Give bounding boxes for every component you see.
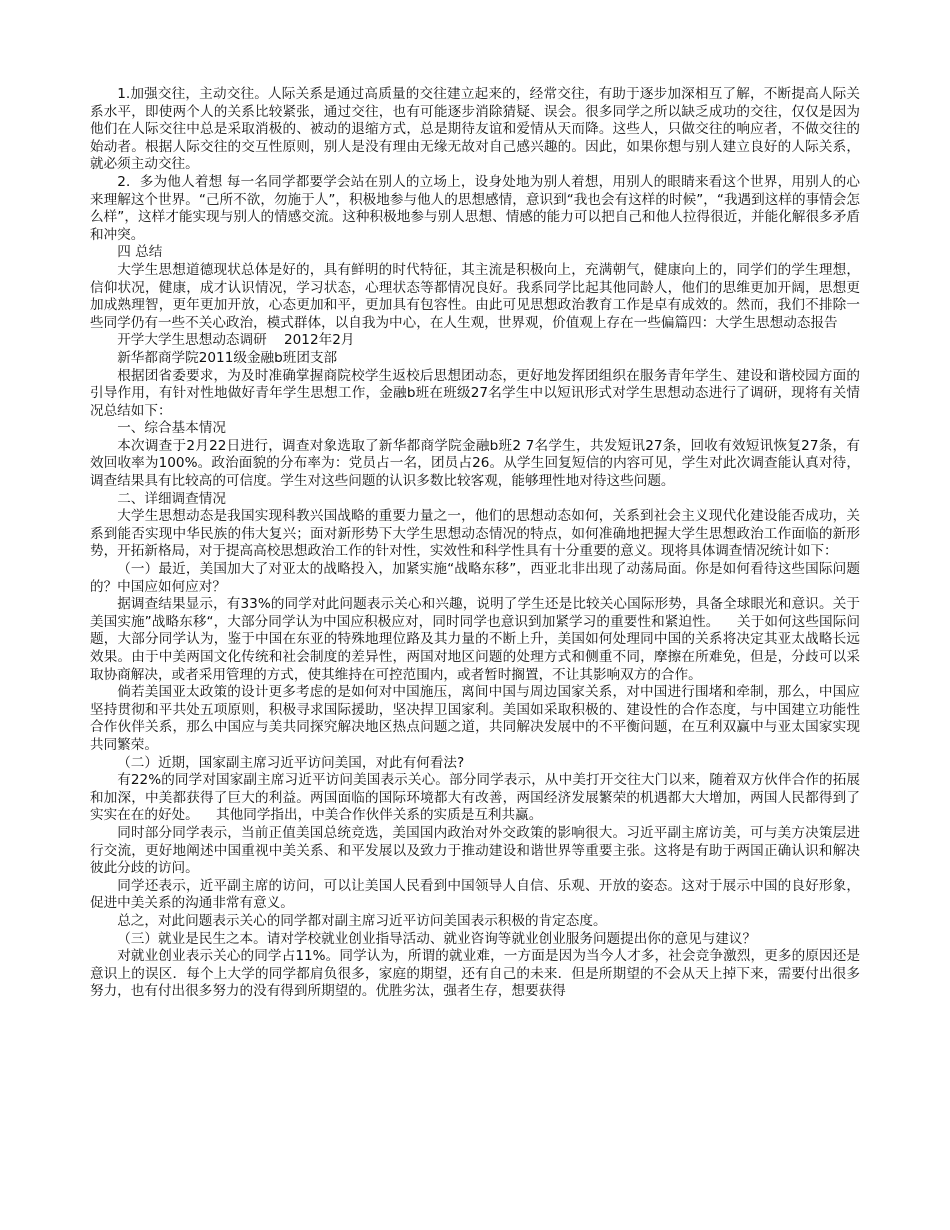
paragraph-answer-three: 对就业创业表示关心的同学占11%。同学认为，所谓的就业难，一方面是因为当今人才多，社会竞争激烈，更多的原因还是意识上的误区．每个上大学的同学都肩负很多，家庭的期望，还有自己的未来．但是所期望的不会从天上掉下来，需要付出很多努力，也有付出很多努力的没有得到所期望的。优胜劣汰，强者生存，想要获得 bbox=[90, 948, 860, 1000]
paragraph-answer-one: 据调查结果显示，有33%的同学对此问题表示关心和兴趣，说明了学生还是比较关心国际形势，具备全球眼光和意识。关于美国实施”战略东移“，大部分同学认为中国应积极应对，同时同学也意识到加紧学习的重要性和紧迫性。 关于如何这些国际问题，大部分同学认为，鉴于中国在东亚的特殊地理位路及其力量的不断上升，美国如何处理同中国的关系将决定其亚太战略长远效果。由于中美两国文化传统和社会制度的差异性，两国对地区问题的处理方式和侧重不同，摩擦在所难免，但是，分歧可以采取协商解决，或者采用管理的方式，使其维持在可控范围内，或者暂时搁置，不让其影响双方的合作。 bbox=[90, 596, 860, 683]
heading-basic-info: 一、综合基本情况 bbox=[117, 420, 226, 437]
question-two: （二）近期，国家副主席习近平访问美国，对此有何看法? bbox=[117, 754, 465, 771]
question-three: （三）就业是民生之本。请对学校就业创业指导活动、就业咨询等就业创业服务问题提出你的意见与建议？ bbox=[117, 930, 757, 947]
paragraph-answer-two-b: 同时部分同学表示，当前正值美国总统竞选，美国国内政治对外交政策的影响很大。习近平副主席访美，可与美方决策层进行交流，更好地阐述中国重视中美关系、和平发展以及致力于推动建设和谐世界等重要主张。这将是有助于两国正确认识和解决彼此分歧的访问。 bbox=[90, 824, 860, 877]
paragraph-summary: 大学生思想道德现状总体是好的，具有鲜明的时代特征，其主流是积极向上，充满朝气，健康向上的，同学们的学生理想，信仰状况，健康，成才认识情况，学习状态，心理状态等都情况良好。我系同学比起其他同龄人，他们的思维更加开阔，思想更加成熟理智，更年更加开放，心态更加和平，更加具有包容性。由此可见思想政治教育工作是卓有成效的。然而，我们不排除一些同学仍有一些不关心政治，模式群体，以自我为中心，在人生观，世界观，价值观上存在一些偏篇四：大学生思想动态报告 bbox=[90, 261, 860, 331]
heading-summary: 四 总结 bbox=[117, 244, 163, 261]
paragraph-answer-one-cont: 倘若美国亚太政策的设计更多考虑的是如何对中国施压，离间中国与周边国家关系，对中国进行围堵和牵制，那么，中国应坚持贯彻和平共处五项原则，积极寻求国际援助，坚决捍卫国家利。美国如采取积极的、建设性的合作态度，与中国建立功能性合作伙伴关系，那么中国应与美共同探究解决地区热点问题之道，共同解决发展中的不平衡问题，在互利双赢中与亚太国家实现共同繁荣。 bbox=[90, 684, 860, 753]
report-title: 开学大学生思想动态调研 2012年2月 bbox=[117, 332, 355, 349]
paragraph-consider-others: 2．多为他人着想 每一名同学都要学会站在别人的立场上，设身处地为别人着想，用别人的眼睛来看这个世界，用别人的心来理解这个世界。“己所不欲，勿施于人”，积极地参与他人的思想感情，意识到“我也会有这样的时候”，“我遇到这样的事情会怎么样”，这样才能实现与别人的情感交流。这种积极地参与别人思想、情感的能力可以把自己和他人拉得很近，并能化解很多矛盾和冲突。 bbox=[90, 173, 860, 243]
paragraph-detailed-intro: 大学生思想动态是我国实现科教兴国战略的重要力量之一，他们的思想动态如何，关系到社会主义现代化建设能否成功，关系到能否实现中华民族的伟大复兴；面对新形势下大学生思想动态情况的特点，如何准确地把握大学生思想政治工作面临的新形势，开拓新格局，对于提高高校思想政治工作的针对性，实效性和科学性具有十分重要的意义。现将具体调查情况统计如下： bbox=[90, 508, 860, 560]
paragraph-intro: 根据团省委要求，为及时准确掌握商院校学生返校后思想团动态，更好地发挥团组织在服务青年学生、建设和谐校园方面的引导作用，有针对性地做好青年学生思想工作，金融b班在班级27名学生中以短讯形式对学生思想动态进行了调研，现将有关情况总结如下： bbox=[90, 367, 860, 419]
paragraph-basic-info: 本次调查于2月22日进行，调查对象选取了新华都商学院金融b班2 7名学生，共发短讯27条，回收有效短讯恢复27条，有效回收率为100%。政治面貌的分布率为：党员占一名，团员占26。从学生回复短信的内容可见，学生对此次调查能认真对待，调查结果具有比较高的可信度。学生对这些问题的认识多数比较客观，能够理性地对待这些问题。 bbox=[90, 437, 860, 490]
paragraph-strengthen-communication: 1.加强交往，主动交往。人际关系是通过高质量的交往建立起来的，经常交往，有助于逐步加深相互了解，不断提高人际关系水平，即使两个人的关系比较紧张，通过交往，也有可能逐步消除猜疑、误会。很多同学之所以缺乏成功的交往，仅仅是因为他们在人际交往中总是采取消极的、被动的退缩方式，总是期待友谊和爱情从天而降。这些人，只做交往的响应者，不做交往的始动者。根据人际交往的交互性原则，别人是没有理由无缘无故对自己感兴趣的。因此，如果你想与别人建立良好的人际关系，就必须主动交往。 bbox=[90, 86, 860, 173]
question-one: （一）最近，美国加大了对亚太的战略投入，加紧实施“战略东移”，西亚北非出现了动荡局面。你是如何看待这些国际问题的？中国应如何应对？ bbox=[90, 561, 860, 595]
report-author: 新华都商学院2011级金融b班团支部 bbox=[117, 349, 338, 366]
heading-detailed-survey: 二、详细调查情况 bbox=[117, 490, 226, 507]
paragraph-answer-two: 有22%的同学对国家副主席习近平访问美国表示关心。部分同学表示，从中美打开交往大门以来，随着双方伙伴合作的拓展和加深，中美都获得了巨大的利益。两国面临的国际环境都大有改善，两国经济发展繁荣的机遇都大大增加，两国人民都得到了实实在在的好处。 其他同学指出，中美合作伙伴关系的实质是互利共赢。 bbox=[90, 772, 860, 824]
paragraph-answer-two-conclusion: 总之，对此问题表示关心的同学都对副主席习近平访问美国表示积极的肯定态度。 bbox=[117, 912, 607, 929]
paragraph-answer-two-c: 同学还表示，近平副主席的访问，可以让美国人民看到中国领导人自信、乐观、开放的姿态。这对于展示中国的良好形象，促进中美关系的沟通非常有意义。 bbox=[90, 877, 860, 912]
